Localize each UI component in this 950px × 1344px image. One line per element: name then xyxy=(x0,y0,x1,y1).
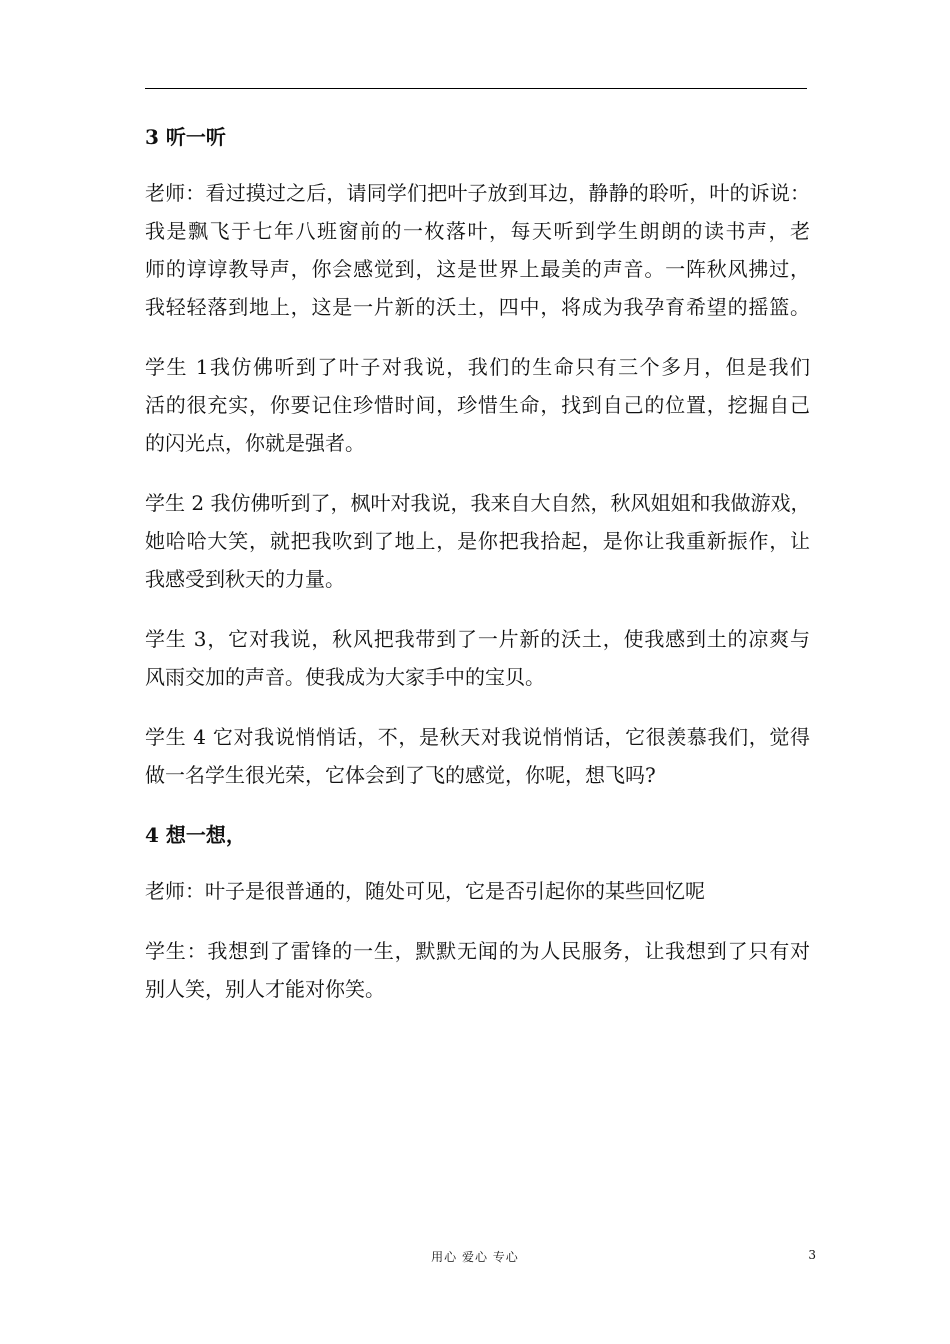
header-rule xyxy=(145,88,807,89)
text-line: 我轻轻落到地上，这是一片新的沃土，四中，将成为我孕育希望的摇篮。 xyxy=(145,295,810,319)
text-line: 的闪光点，你就是强者。 xyxy=(145,431,365,455)
text-line: 学生：我想到了雷锋的一生，默默无闻的为人民服务，让我想到了只有对 xyxy=(145,939,810,963)
text-line: 学生 4 它对我说悄悄话，不，是秋天对我说悄悄话，它很羡慕我们，觉得 xyxy=(145,725,810,749)
section-heading: 3 听一听 xyxy=(145,125,226,149)
text-line: 她哈哈大笑，就把我吹到了地上，是你把我拾起，是你让我重新振作，让 xyxy=(145,529,810,553)
text-line: 老师：看过摸过之后，请同学们把叶子放到耳边，静静的聆听，叶的诉说： xyxy=(145,181,810,205)
text-line: 学生 3，它对我说，秋风把我带到了一片新的沃土，使我感到土的凉爽与 xyxy=(145,627,810,651)
text-line: 活的很充实，你要记住珍惜时间，珍惜生命，找到自己的位置，挖掘自己 xyxy=(145,393,810,417)
text-line: 学生 1我仿佛听到了叶子对我说，我们的生命只有三个多月，但是我们 xyxy=(145,355,810,379)
paragraph xyxy=(145,932,810,1008)
text-line: 别人笑，别人才能对你笑。 xyxy=(145,977,385,1001)
page-footer xyxy=(0,1248,950,1268)
text-line: 学生 2 我仿佛听到了，枫叶对我说，我来自大自然，秋风姐姐和我做游戏， xyxy=(145,491,811,515)
text-line: 风雨交加的声音。使我成为大家手中的宝贝。 xyxy=(145,665,545,689)
text-line: 我感受到秋天的力量。 xyxy=(145,567,345,591)
text-line: 我是飘飞于七年八班窗前的一枚落叶，每天听到学生朗朗的读书声，老 xyxy=(145,219,810,243)
section-heading: 4 想一想， xyxy=(145,823,246,847)
paragraph xyxy=(145,872,810,910)
document-body xyxy=(145,118,810,1030)
paragraph xyxy=(145,484,810,598)
page-number: 3 xyxy=(808,1248,816,1262)
paragraph xyxy=(145,718,810,794)
text-line: 老师：叶子是很普通的，随处可见，它是否引起你的某些回忆呢 xyxy=(145,879,705,903)
text-line: 做一名学生很光荣，它体会到了飞的感觉，你呢，想飞吗? xyxy=(145,763,656,787)
paragraph xyxy=(145,174,810,326)
paragraph xyxy=(145,620,810,696)
text-line: 师的谆谆教导声，你会感觉到，这是世界上最美的声音。一阵秋风拂过， xyxy=(145,257,810,281)
footer-motto: 用心 爱心 专心 xyxy=(431,1250,519,1264)
paragraph xyxy=(145,348,810,462)
